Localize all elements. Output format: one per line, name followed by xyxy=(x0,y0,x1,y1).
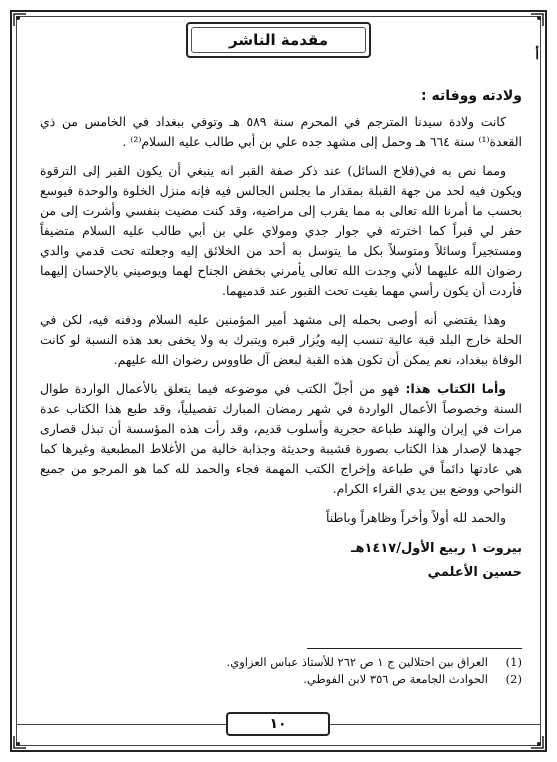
author-name: حسين الأعلمي xyxy=(427,565,522,580)
paragraph-about-book xyxy=(40,379,522,499)
corner-ornament-bottom-right xyxy=(529,734,545,750)
paragraph-birth-death: كانت ولادة سيدنا المترجم في المحرم سنة ٥٨٩ هـ وتوفي ببغداد في الخامس من ذي القعدة⁽¹⁾ سنة ٦٦٤ هـ وحمل إلى مشهد جده علي بن أبي طالب عليه السلام⁽²⁾ . xyxy=(40,114,522,149)
page-number: ١٠ xyxy=(269,716,287,732)
footnote-item xyxy=(40,671,522,688)
book-paragraph-text: فهو من أجلّ الكتب في موضوعه فيما يتعلق بالأعمال الواردة طوال السنة وخصوصاً الأعمال الواردة في شهر رمضان المبارك تفصيلياً، وقد طبع هذا الكتاب عدة مرات في إيران والهند طباعة حجرية وأسلوب قديم، وقد رأت هذه المؤسسة أن تبذل قصارى جهدها لإصدار هذا الكتاب بصورة قشيبة وحديثة وجذابة خالية من الأغلاط المطبعية وغيرها كما هي عادتها دائماً في طباعة وإخراج الكتب المهمة فجاء والحمد لله كما هو المرجو من جميع النواحي ووضع بين يدي القراء الكرام. xyxy=(40,381,522,496)
corner-ornament-top-right xyxy=(529,12,545,28)
closing-line: والحمد لله أولاً وأخراً وظاهراً وباطناً xyxy=(326,510,506,525)
section-heading: ولادته ووفاته : xyxy=(421,88,522,104)
footnote-text: العراق بين احتلالين ج ١ ص ٢٦٢ للأستاذ عباس العزاوي. xyxy=(226,655,488,669)
footnote-item xyxy=(40,654,522,671)
footnote-text: الحوادث الجامعة ص ٣٥٦ لابن الفوطي. xyxy=(303,672,488,686)
footnote-divider xyxy=(307,648,522,649)
corner-ornament-top-left xyxy=(12,12,28,28)
paragraph-burial: ومما نص به في(فلاح السائل) عند ذكر صفة القبر انه ينبغي أن يكون القبر إلى الترقوة ويكون فيه لحد من جهة القبلة بمقدار ما يجلس الجالس فيه فإنه منزل الخلوة والوحدة فيوسع بحسب ما أمرنا الله تعالى به مما يقرب إلى مراضيه، وقد كنت مضيت بنفسي وأشرت إلى من حفر لي قبراً كما اخترته في جوار جدي ومولاي علي بن أبي طالب عليه السلام متضيفاً ومستجيراً وسائلاً ومتوسلاً بكل ما يتوسل به أحد من الخلائق إليه وجعلته تحت قدمي والدي رضوان الله عليهما لأني وجدت الله تعالى يأمرني بخفض الجناح لهما ويوصيني بالإحسان إليهما فأردت أن يكون رأسي مهما بقيت تحت القبور عند قدميهما. xyxy=(40,163,522,298)
side-mark: أ xyxy=(535,48,539,63)
corner-ornament-bottom-left xyxy=(12,734,28,750)
footnote-number: (1) xyxy=(505,655,522,669)
header-title-box xyxy=(186,22,371,58)
page-number-box xyxy=(226,712,330,736)
footnotes xyxy=(40,654,522,688)
paragraph-shrine: وهذا يقتضي أنه أوصى بحمله إلى مشهد أمير المؤمنين عليه السلام ودفنه فيه، لكن في الحلة خارج البلد قبة عالية تنسب إليه ويُزار قبره ويتبرك به ولا يخفى بعد هذه النسبة لو كانت الوفاة ببغداد، نعم يمكن أن تكون هذه القبة لبعض آل طاووس رضوان الله عليهم. xyxy=(40,312,522,367)
footnote-number: (2) xyxy=(505,672,522,686)
main-text xyxy=(40,88,522,585)
book-lead: وأما الكتاب هذا: xyxy=(405,381,506,396)
date-line: بيروت ١ ربيع الأول/١٤١٧هـ xyxy=(351,541,522,556)
page-header-title: مقدمة الناشر xyxy=(229,31,328,49)
